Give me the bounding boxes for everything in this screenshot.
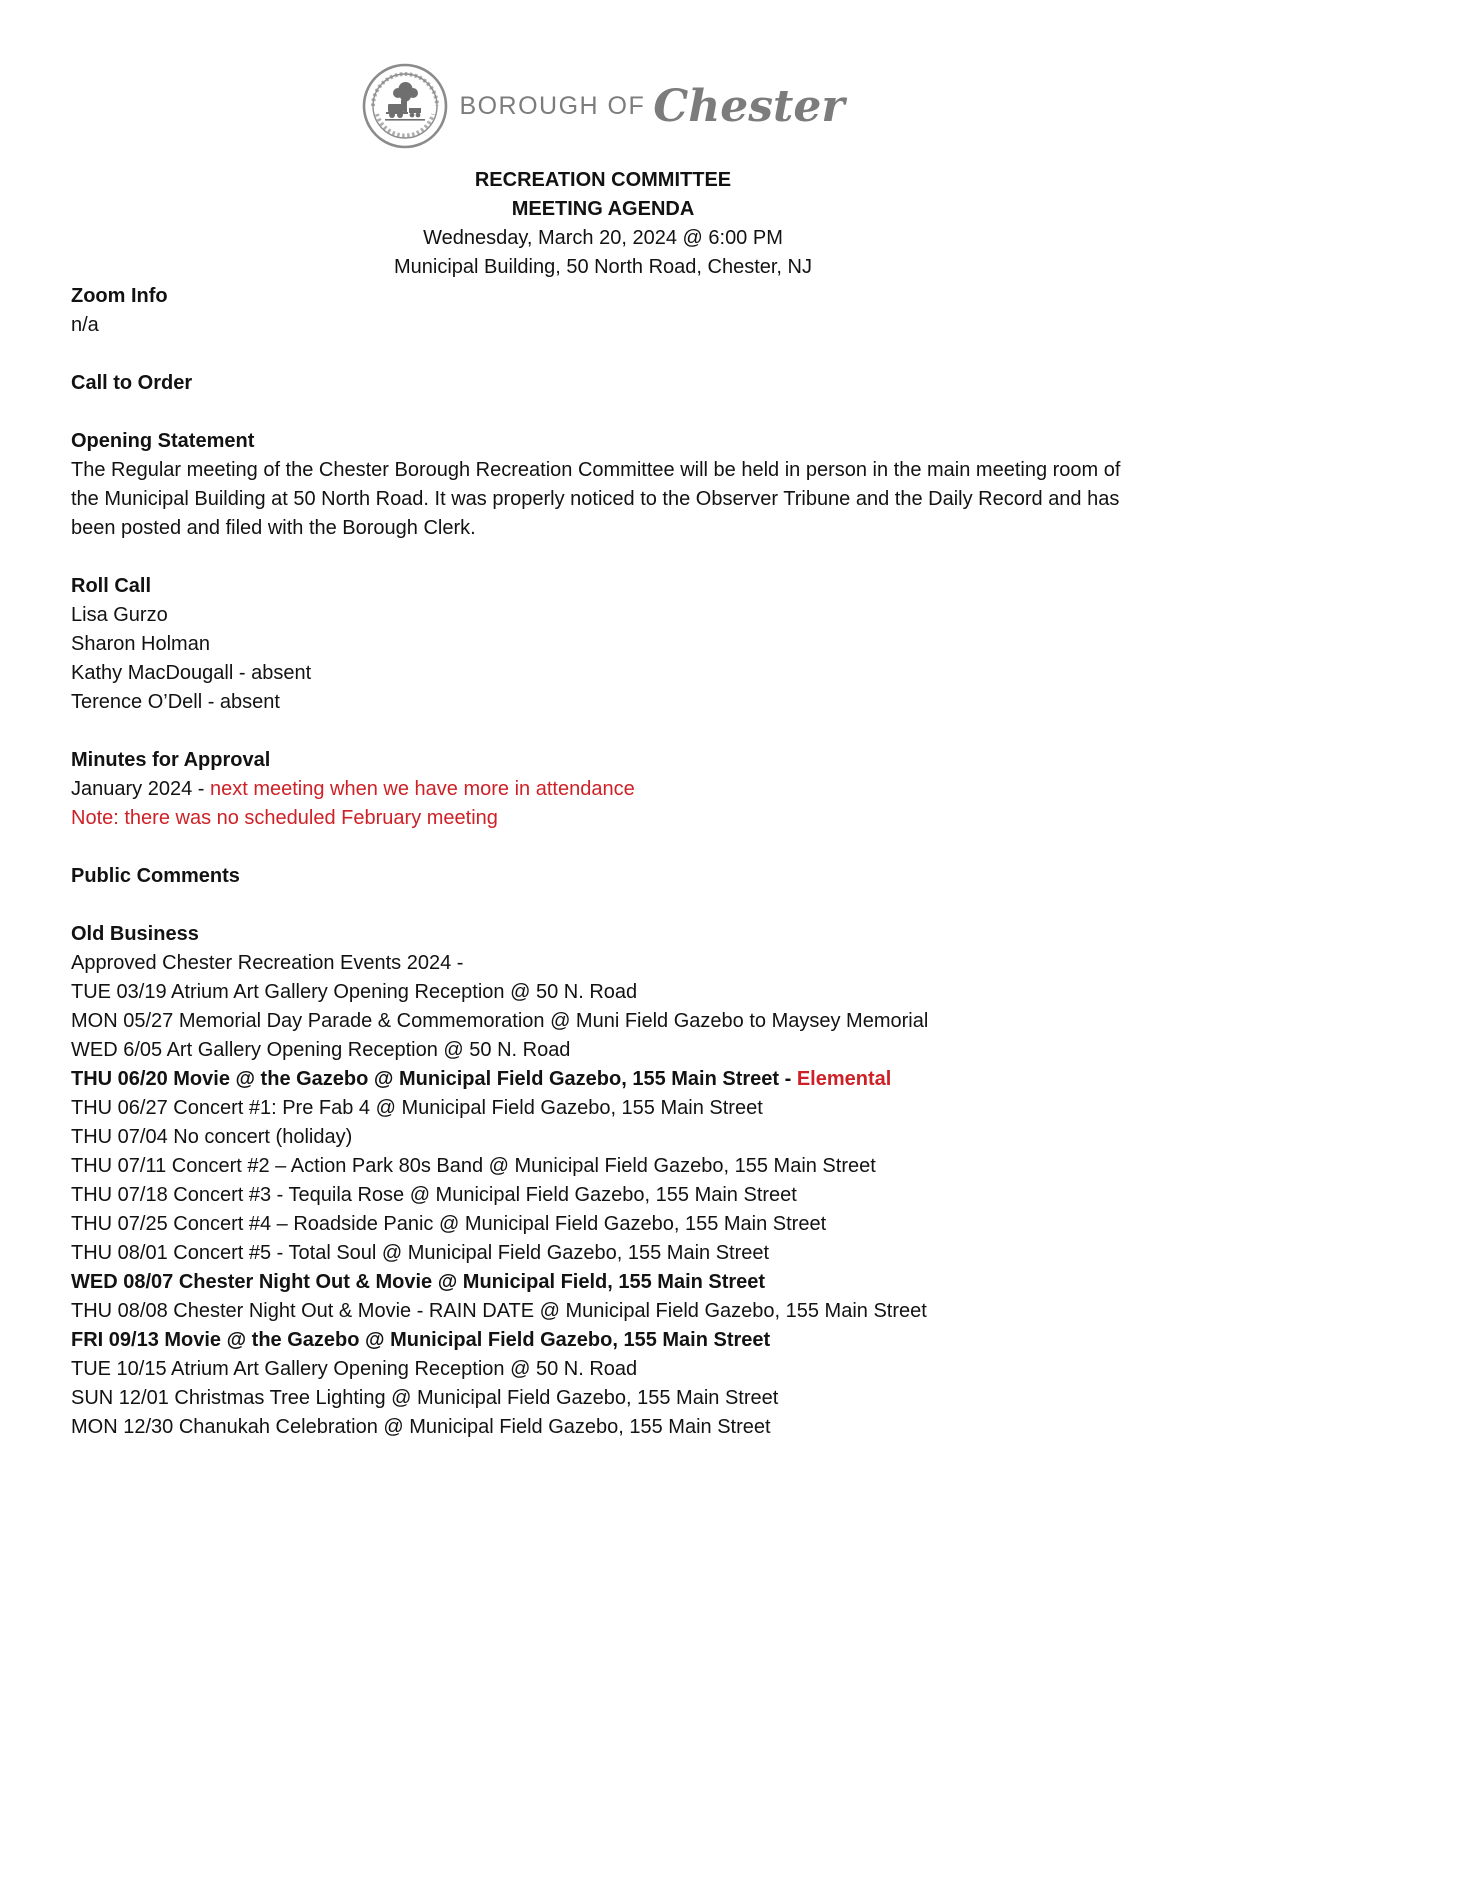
roll-call-list: [71, 601, 1135, 717]
roll-call-member: Kathy MacDougall - absent: [71, 662, 312, 684]
event-line: [71, 1239, 1135, 1268]
section-public-comments: [71, 862, 1135, 891]
zoom-info-heading: Zoom Info: [71, 285, 168, 307]
section-minutes: [71, 746, 1135, 833]
event-text: FRI 09/13 Movie @ the Gazebo @ Municipal Field Gazebo, 155 Main Street: [71, 1329, 771, 1351]
agenda-title: MEETING AGENDA: [511, 198, 695, 220]
event-text: MON 05/27 Memorial Day Parade & Commemoration @ Muni Field Gazebo to Maysey Memorial: [71, 1010, 929, 1032]
roll-call-member: Lisa Gurzo: [71, 604, 168, 626]
event-line: [71, 1355, 1135, 1384]
event-text: SUN 12/01 Christmas Tree Lighting @ Municipal Field Gazebo, 155 Main Street: [71, 1387, 779, 1409]
event-line: [71, 1268, 1135, 1297]
minutes-january-label: January 2024 -: [71, 778, 210, 800]
old-business-intro: Approved Chester Recreation Events 2024 -: [71, 952, 464, 974]
zoom-info-value: n/a: [71, 314, 99, 336]
event-text: THU 07/04 No concert (holiday): [71, 1126, 353, 1148]
logo-chester-text: Chester: [653, 80, 845, 132]
committee-title: RECREATION COMMITTEE: [474, 169, 732, 191]
call-to-order-heading: Call to Order: [71, 372, 193, 394]
roll-call-heading: Roll Call: [71, 575, 152, 597]
logo-borough-of-text: BOROUGH OF: [459, 91, 646, 120]
roll-call-member: Sharon Holman: [71, 633, 210, 655]
section-call-to-order: [71, 369, 1135, 398]
old-business-heading: Old Business: [71, 923, 199, 945]
event-line: [71, 1413, 1135, 1442]
event-line: [71, 1210, 1135, 1239]
event-line: [71, 1152, 1135, 1181]
minutes-february-note: Note: there was no scheduled February meeting: [71, 807, 498, 829]
event-text: THU 08/08 Chester Night Out & Movie - RAIN DATE @ Municipal Field Gazebo, 155 Main Street: [71, 1300, 927, 1322]
events-list: [71, 978, 1135, 1442]
section-opening-statement: [71, 427, 1135, 543]
event-text: THU 06/20 Movie @ the Gazebo @ Municipal Field Gazebo, 155 Main Street -: [71, 1068, 797, 1090]
opening-statement-heading: Opening Statement: [71, 430, 255, 452]
minutes-january-line: [71, 775, 1135, 804]
minutes-heading: Minutes for Approval: [71, 749, 271, 771]
section-old-business: [71, 920, 1135, 1442]
event-line: [71, 1065, 1135, 1094]
event-line: [71, 1384, 1135, 1413]
opening-statement-text: The Regular meeting of the Chester Borough Recreation Committee will be held in person in the main meeting room of the Municipal Building at 50 North Road. It was properly noticed to the Observer Tribune and the Daily Record and has been posted and filed with the Borough Clerk.: [71, 459, 1121, 539]
minutes-january-note: next meeting when we have more in attendance: [209, 778, 635, 800]
event-line: [71, 1297, 1135, 1326]
event-line: [71, 1094, 1135, 1123]
section-zoom-info: [71, 282, 1135, 340]
event-line: [71, 1181, 1135, 1210]
event-text: THU 06/27 Concert #1: Pre Fab 4 @ Municipal Field Gazebo, 155 Main Street: [71, 1097, 763, 1119]
public-comments-heading: Public Comments: [71, 865, 240, 887]
section-roll-call: [71, 572, 1135, 717]
event-text: TUE 10/15 Atrium Art Gallery Opening Reception @ 50 N. Road: [71, 1358, 638, 1380]
event-text: WED 08/07 Chester Night Out & Movie @ Municipal Field, 155 Main Street: [71, 1271, 766, 1293]
event-text: WED 6/05 Art Gallery Opening Reception @ 50 N. Road: [71, 1039, 571, 1061]
event-line: [71, 1007, 1135, 1036]
event-line: [71, 1123, 1135, 1152]
event-highlight-text: Elemental: [796, 1068, 892, 1090]
event-text: THU 07/25 Concert #4 – Roadside Panic @ Municipal Field Gazebo, 155 Main Street: [71, 1213, 827, 1235]
borough-seal-icon: [361, 62, 449, 150]
title-block: [71, 166, 1135, 282]
document-content: [71, 62, 1135, 1442]
event-line: [71, 978, 1135, 1007]
event-line: [71, 1326, 1135, 1355]
meeting-location: Municipal Building, 50 North Road, Chester, NJ: [394, 256, 812, 278]
event-text: MON 12/30 Chanukah Celebration @ Municipal Field Gazebo, 155 Main Street: [71, 1416, 771, 1438]
event-line: [71, 1036, 1135, 1065]
event-text: TUE 03/19 Atrium Art Gallery Opening Reception @ 50 N. Road: [71, 981, 638, 1003]
event-text: THU 08/01 Concert #5 - Total Soul @ Municipal Field Gazebo, 155 Main Street: [71, 1242, 770, 1264]
roll-call-member: Terence O’Dell - absent: [71, 691, 280, 713]
borough-logo: [71, 62, 1135, 150]
event-text: THU 07/18 Concert #3 - Tequila Rose @ Municipal Field Gazebo, 155 Main Street: [71, 1184, 797, 1206]
meeting-datetime: Wednesday, March 20, 2024 @ 6:00 PM: [423, 227, 783, 249]
event-text: THU 07/11 Concert #2 – Action Park 80s Band @ Municipal Field Gazebo, 155 Main Street: [71, 1155, 876, 1177]
